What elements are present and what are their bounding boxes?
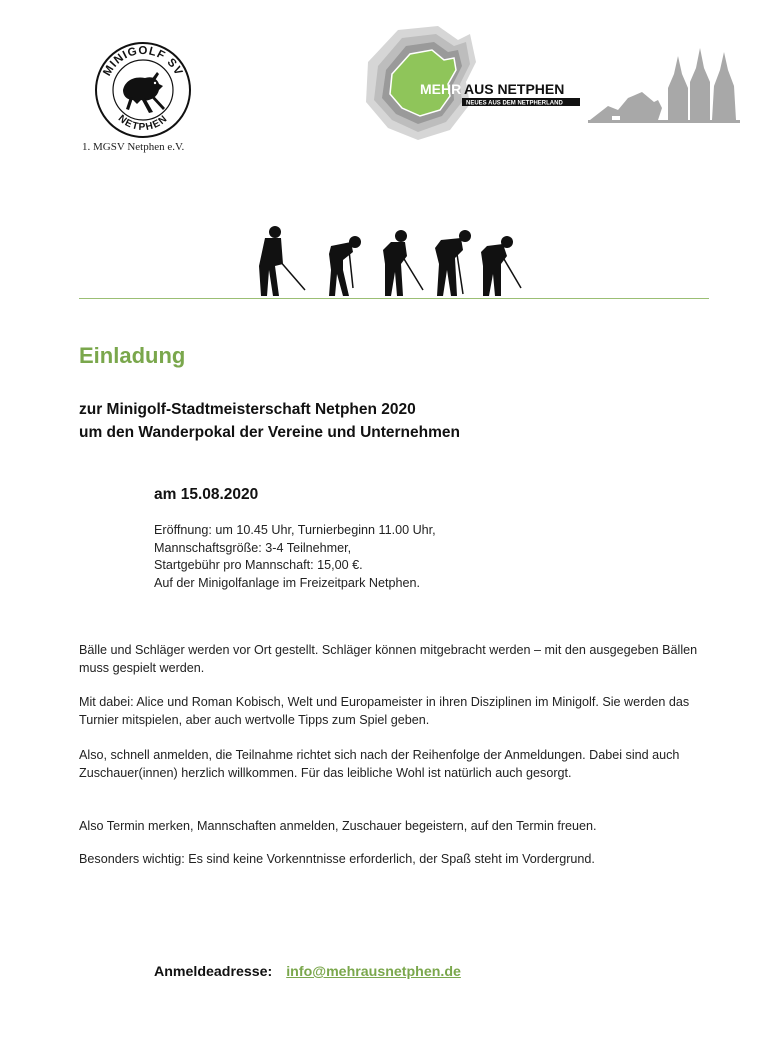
invitation-subtitle bbox=[79, 398, 460, 444]
header-divider bbox=[79, 298, 709, 299]
golfer-1-icon bbox=[259, 226, 305, 296]
registration-line bbox=[154, 964, 461, 980]
registration-label: Anmeldeadresse: bbox=[154, 964, 273, 980]
golfer-3-icon bbox=[383, 230, 423, 296]
mehr-aus-netphen-logo bbox=[358, 22, 748, 152]
boar-golfer-emblem bbox=[123, 72, 165, 113]
invitation-title: Einladung bbox=[79, 343, 186, 368]
event-details bbox=[154, 522, 436, 592]
brand-tagline: NEUES AUS DEM NETPHERLAND bbox=[466, 100, 563, 107]
subtitle-line-1: zur Minigolf-Stadtmeisterschaft Netphen 2020 bbox=[79, 401, 416, 418]
paragraph-guests: Mit dabei: Alice und Roman Kobisch, Welt und Europameister in ihren Disziplinen im Minigolf. Sie werden das Turnier mitspielen, aber auch wertvolle Tipps zum Spiel geben. bbox=[79, 695, 690, 727]
paragraph-equipment: Bälle und Schläger werden vor Ort gestellt. Schläger können mitgebracht werden – mit den ausgegeben Bällen muss gespielt werden. bbox=[79, 643, 698, 675]
detail-line: Mannschaftsgröße: 3-4 Teilnehmer, bbox=[154, 540, 352, 555]
brand-word-rest: AUS NETPHEN bbox=[464, 81, 565, 97]
subtitle-line-2: um den Wanderpokal der Vereine und Unternehmen bbox=[79, 424, 460, 441]
club-logo-bottom-text: NETPHEN bbox=[115, 113, 171, 134]
detail-line: Auf der Minigolfanlage im Freizeitpark Netphen. bbox=[154, 575, 420, 590]
brand-word-mehr: MEHR bbox=[420, 81, 462, 97]
skyline-icon bbox=[588, 48, 740, 123]
paragraph-registration-info: Also, schnell anmelden, die Teilnahme richtet sich nach der Reihenfolge der Anmeldungen. Dabei sind auch Zuschauer(innen) herzlich willkommen. Für das leibliche Wohl ist natürlich auch gesorgt. bbox=[79, 748, 680, 780]
paragraph-important: Besonders wichtig: Es sind keine Vorkenntnisse erforderlich, der Spaß steht im Vordergrund. bbox=[79, 852, 595, 866]
golfers-silhouette bbox=[245, 220, 545, 302]
club-caption: 1. MGSV Netphen e.V. bbox=[82, 141, 185, 153]
golfer-2-icon bbox=[329, 236, 361, 296]
club-logo-ring-text: MINIGOLF SV bbox=[101, 44, 185, 79]
registration-email-link[interactable]: info@mehrausnetphen.de bbox=[286, 964, 461, 980]
detail-line: Startgebühr pro Mannschaft: 15,00 €. bbox=[154, 558, 363, 572]
golfer-4-icon bbox=[435, 230, 471, 296]
paragraph-reminder: Also Termin merken, Mannschaften anmelden, Zuschauer begeistern, auf den Termin freuen. bbox=[79, 819, 597, 833]
event-date: am 15.08.2020 bbox=[154, 486, 259, 503]
club-logo bbox=[93, 40, 193, 140]
golfer-5-icon bbox=[481, 236, 521, 296]
detail-line: Eröffnung: um 10.45 Uhr, Turnierbeginn 11.00 Uhr, bbox=[154, 523, 436, 537]
